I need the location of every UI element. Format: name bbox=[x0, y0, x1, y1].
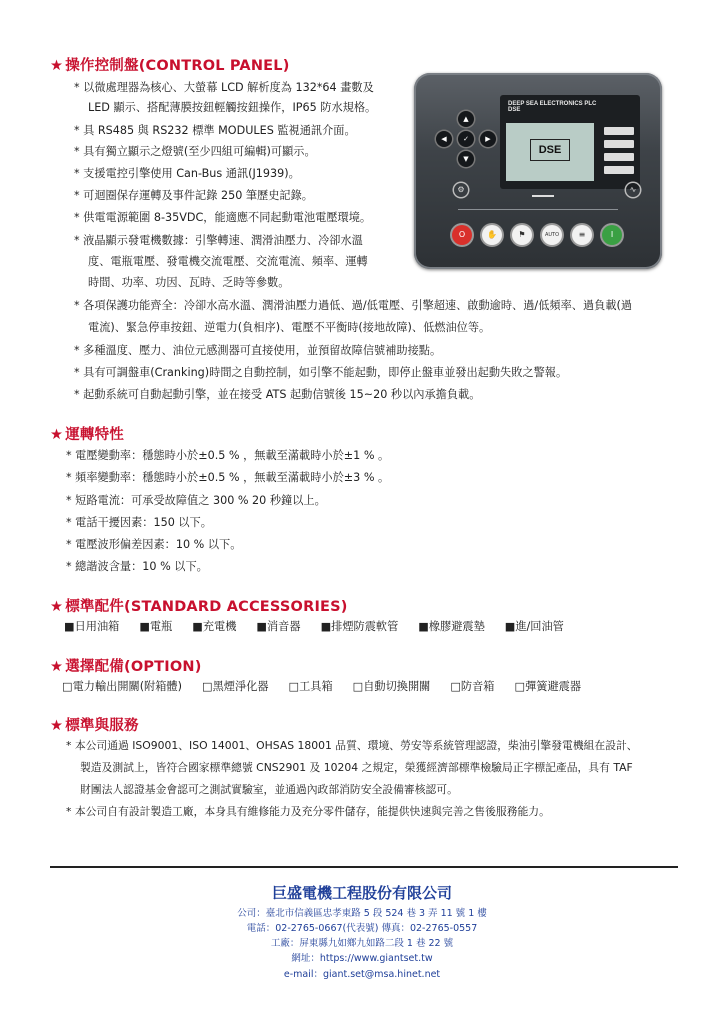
text-line: * 電壓波形偏差因素：10 % 以下。 bbox=[66, 538, 242, 551]
stop-button-icon: O bbox=[452, 225, 472, 245]
standard-items-row bbox=[64, 620, 564, 634]
text-line: LED 顯示、搭配薄膜按鈕輕觸按鈕操作，IP65 防水規格。 bbox=[88, 101, 377, 114]
footer-phone: 電話：02-2765-0667(代表號) 傳真：02-2765-0557 bbox=[246, 923, 478, 934]
standard-title: 標準配件(STANDARD ACCESSORIES) bbox=[65, 599, 348, 615]
text-line: * 液晶顯示發電機數據：引擎轉速、潤滑油壓力、冷卻水溫 bbox=[74, 234, 363, 247]
lcd-screen bbox=[506, 123, 594, 181]
text-line: 電流)、緊急停車按鈕、逆電力(負相序)、電壓不平衡時(接地故障)、低燃油位等。 bbox=[88, 321, 491, 334]
mute-button-icon: ≡ bbox=[572, 225, 592, 245]
dse-logo: DSE bbox=[530, 139, 570, 161]
led-indicator bbox=[604, 140, 634, 148]
list-item: □工具箱 bbox=[288, 680, 333, 693]
option-title: 選擇配備(OPTION) bbox=[65, 659, 202, 675]
text-line: * 多種溫度、壓力、油位元感測器可直接使用，並預留故障信號補助接點。 bbox=[74, 344, 442, 357]
text-line: * 以微處理器為核心、大螢幕 LCD 解析度為 132*64 畫數及 bbox=[74, 81, 374, 94]
text-line: * 起動系統可自動起動引擎，並在接受 ATS 起動信號後 15~20 秒以內承擔負載。 bbox=[74, 388, 481, 401]
led-indicator bbox=[604, 166, 634, 174]
footer-website[interactable]: 網址：https://www.giantset.tw bbox=[291, 953, 433, 964]
footer-divider bbox=[50, 866, 678, 868]
footer-email[interactable]: e-mail：giant.set@msa.hinet.net bbox=[283, 969, 441, 980]
text-line: * 頻率變動率：穩態時小於±0.5 % ，無載至滿載時小於±3 % 。 bbox=[66, 471, 390, 484]
list-item: □彈簧避震器 bbox=[514, 680, 582, 693]
service-title: 標準與服務 bbox=[65, 718, 139, 734]
control-panel-title: 操作控制盤(CONTROL PANEL) bbox=[65, 58, 290, 74]
text-line: * 支援電控引擎使用 Can-Bus 通訊(J1939)。 bbox=[74, 167, 300, 180]
text-line: * 電壓變動率：穩態時小於±0.5 % ，無載至滿載時小於±1 % 。 bbox=[66, 449, 390, 462]
star-icon: ★ bbox=[50, 718, 64, 734]
section-title-service bbox=[50, 714, 139, 735]
nav-down-icon: ▼ bbox=[458, 151, 474, 167]
brand-label: DEEP SEA ELECTRONICS PLC DSE bbox=[508, 101, 597, 113]
engine-icon: ⚙ bbox=[454, 183, 468, 197]
start-button-icon: I bbox=[602, 225, 622, 245]
text-line: * 具有獨立顯示之燈號(至少四組可編輯)可顯示。 bbox=[74, 145, 316, 158]
star-icon: ★ bbox=[50, 659, 64, 675]
text-line: * 可迴圈保存運轉及事件記錄 250 筆歷史記錄。 bbox=[74, 189, 313, 202]
text-line: * 供電電源範圍 8-35VDC，能適應不同起動電池電壓環境。 bbox=[74, 211, 372, 224]
nav-enter-icon: ✓ bbox=[458, 131, 474, 147]
operation-title: 運轉特性 bbox=[65, 427, 125, 443]
nav-left-icon: ◀ bbox=[436, 131, 452, 147]
list-item: ■橡膠避震墊 bbox=[418, 620, 485, 633]
nav-right-icon: ▶ bbox=[480, 131, 496, 147]
section-title-option bbox=[50, 655, 202, 676]
list-item: □自動切換開關 bbox=[352, 680, 431, 693]
controller-panel-image bbox=[414, 73, 662, 269]
list-item: □防音箱 bbox=[450, 680, 495, 693]
company-name: 巨盛電機工程股份有限公司 bbox=[271, 884, 452, 902]
display-frame bbox=[500, 95, 640, 189]
text-line: * 本公司自有設計製造工廠，本身具有維修能力及充分零件儲存，能提供快速與完善之售後服務能力。 bbox=[66, 805, 550, 818]
star-icon: ★ bbox=[50, 599, 64, 615]
breaker-icon bbox=[532, 185, 554, 197]
manual-button-icon: ✋ bbox=[482, 225, 502, 245]
list-item: ■電瓶 bbox=[139, 620, 173, 633]
auto-button-icon: AUTO bbox=[542, 225, 562, 245]
list-item: ■日用油箱 bbox=[64, 620, 120, 633]
text-line: 製造及測試上，皆符合國家標準總號 CNS2901 及 10204 之規定，榮獲經濟部標準檢驗局正字標記產品，具有 TAF bbox=[80, 761, 633, 774]
text-line: 財團法人認證基金會認可之測試實驗室，並通過內政部消防安全設備審核認可。 bbox=[80, 783, 458, 796]
list-item: □電力輸出開關(附箱體) bbox=[62, 680, 182, 693]
text-line: * 本公司通過 ISO9001、ISO 14001、OHSAS 18001 品質、環境、勞安等系統管理認證，柴油引擎發電機組在設計、 bbox=[66, 739, 638, 752]
text-line: * 具有可調盤車(Cranking)時間之自動控制，如引擎不能起動，即停止盤車並發出起動失敗之警報。 bbox=[74, 366, 568, 379]
led-indicator bbox=[604, 127, 634, 135]
led-indicator bbox=[604, 153, 634, 161]
text-line: 度、電瓶電壓、發電機交流電壓、交流電流、頻率、運轉 bbox=[88, 255, 368, 268]
text-line: * 具 RS485 與 RS232 標準 MODULES 監視通訊介面。 bbox=[74, 124, 356, 137]
text-line: * 各項保護功能齊全：冷卻水高水溫、潤滑油壓力過低、過/低電壓、引擎超速、啟動逾時、過/低頻率、過負載(過 bbox=[74, 299, 633, 312]
text-line: 時間、功率、功因、瓦時、乏時等參數。 bbox=[88, 276, 290, 289]
list-item: ■排煙防震軟管 bbox=[320, 620, 399, 633]
section-title-standard bbox=[50, 595, 348, 616]
list-item: ■充電機 bbox=[192, 620, 237, 633]
list-item: ■消音器 bbox=[256, 620, 301, 633]
star-icon: ★ bbox=[50, 427, 64, 443]
footer-address: 公司：臺北市信義區忠孝東路 5 段 524 巷 3 弄 11 號 1 樓 bbox=[237, 908, 487, 919]
mimic-line bbox=[458, 209, 618, 210]
text-line: * 電話干擾因素：150 以下。 bbox=[66, 516, 212, 529]
text-line: * 短路電流：可承受故障值之 300 % 20 秒鐘以上。 bbox=[66, 494, 326, 507]
test-button-icon: ⚑ bbox=[512, 225, 532, 245]
list-item: □黑煙淨化器 bbox=[202, 680, 269, 693]
footer-factory: 工廠：屏東縣九如鄉九如路二段 1 巷 22 號 bbox=[270, 938, 454, 949]
section-title-operation bbox=[50, 423, 124, 444]
option-items-row bbox=[62, 680, 581, 694]
ac-wave-icon: ∿ bbox=[626, 183, 640, 197]
list-item: ■進/回油管 bbox=[504, 620, 564, 633]
text-line: * 總諧波含量：10 % 以下。 bbox=[66, 560, 208, 573]
nav-up-icon: ▲ bbox=[458, 111, 474, 127]
star-icon: ★ bbox=[50, 58, 64, 74]
section-title-control-panel bbox=[50, 54, 290, 75]
